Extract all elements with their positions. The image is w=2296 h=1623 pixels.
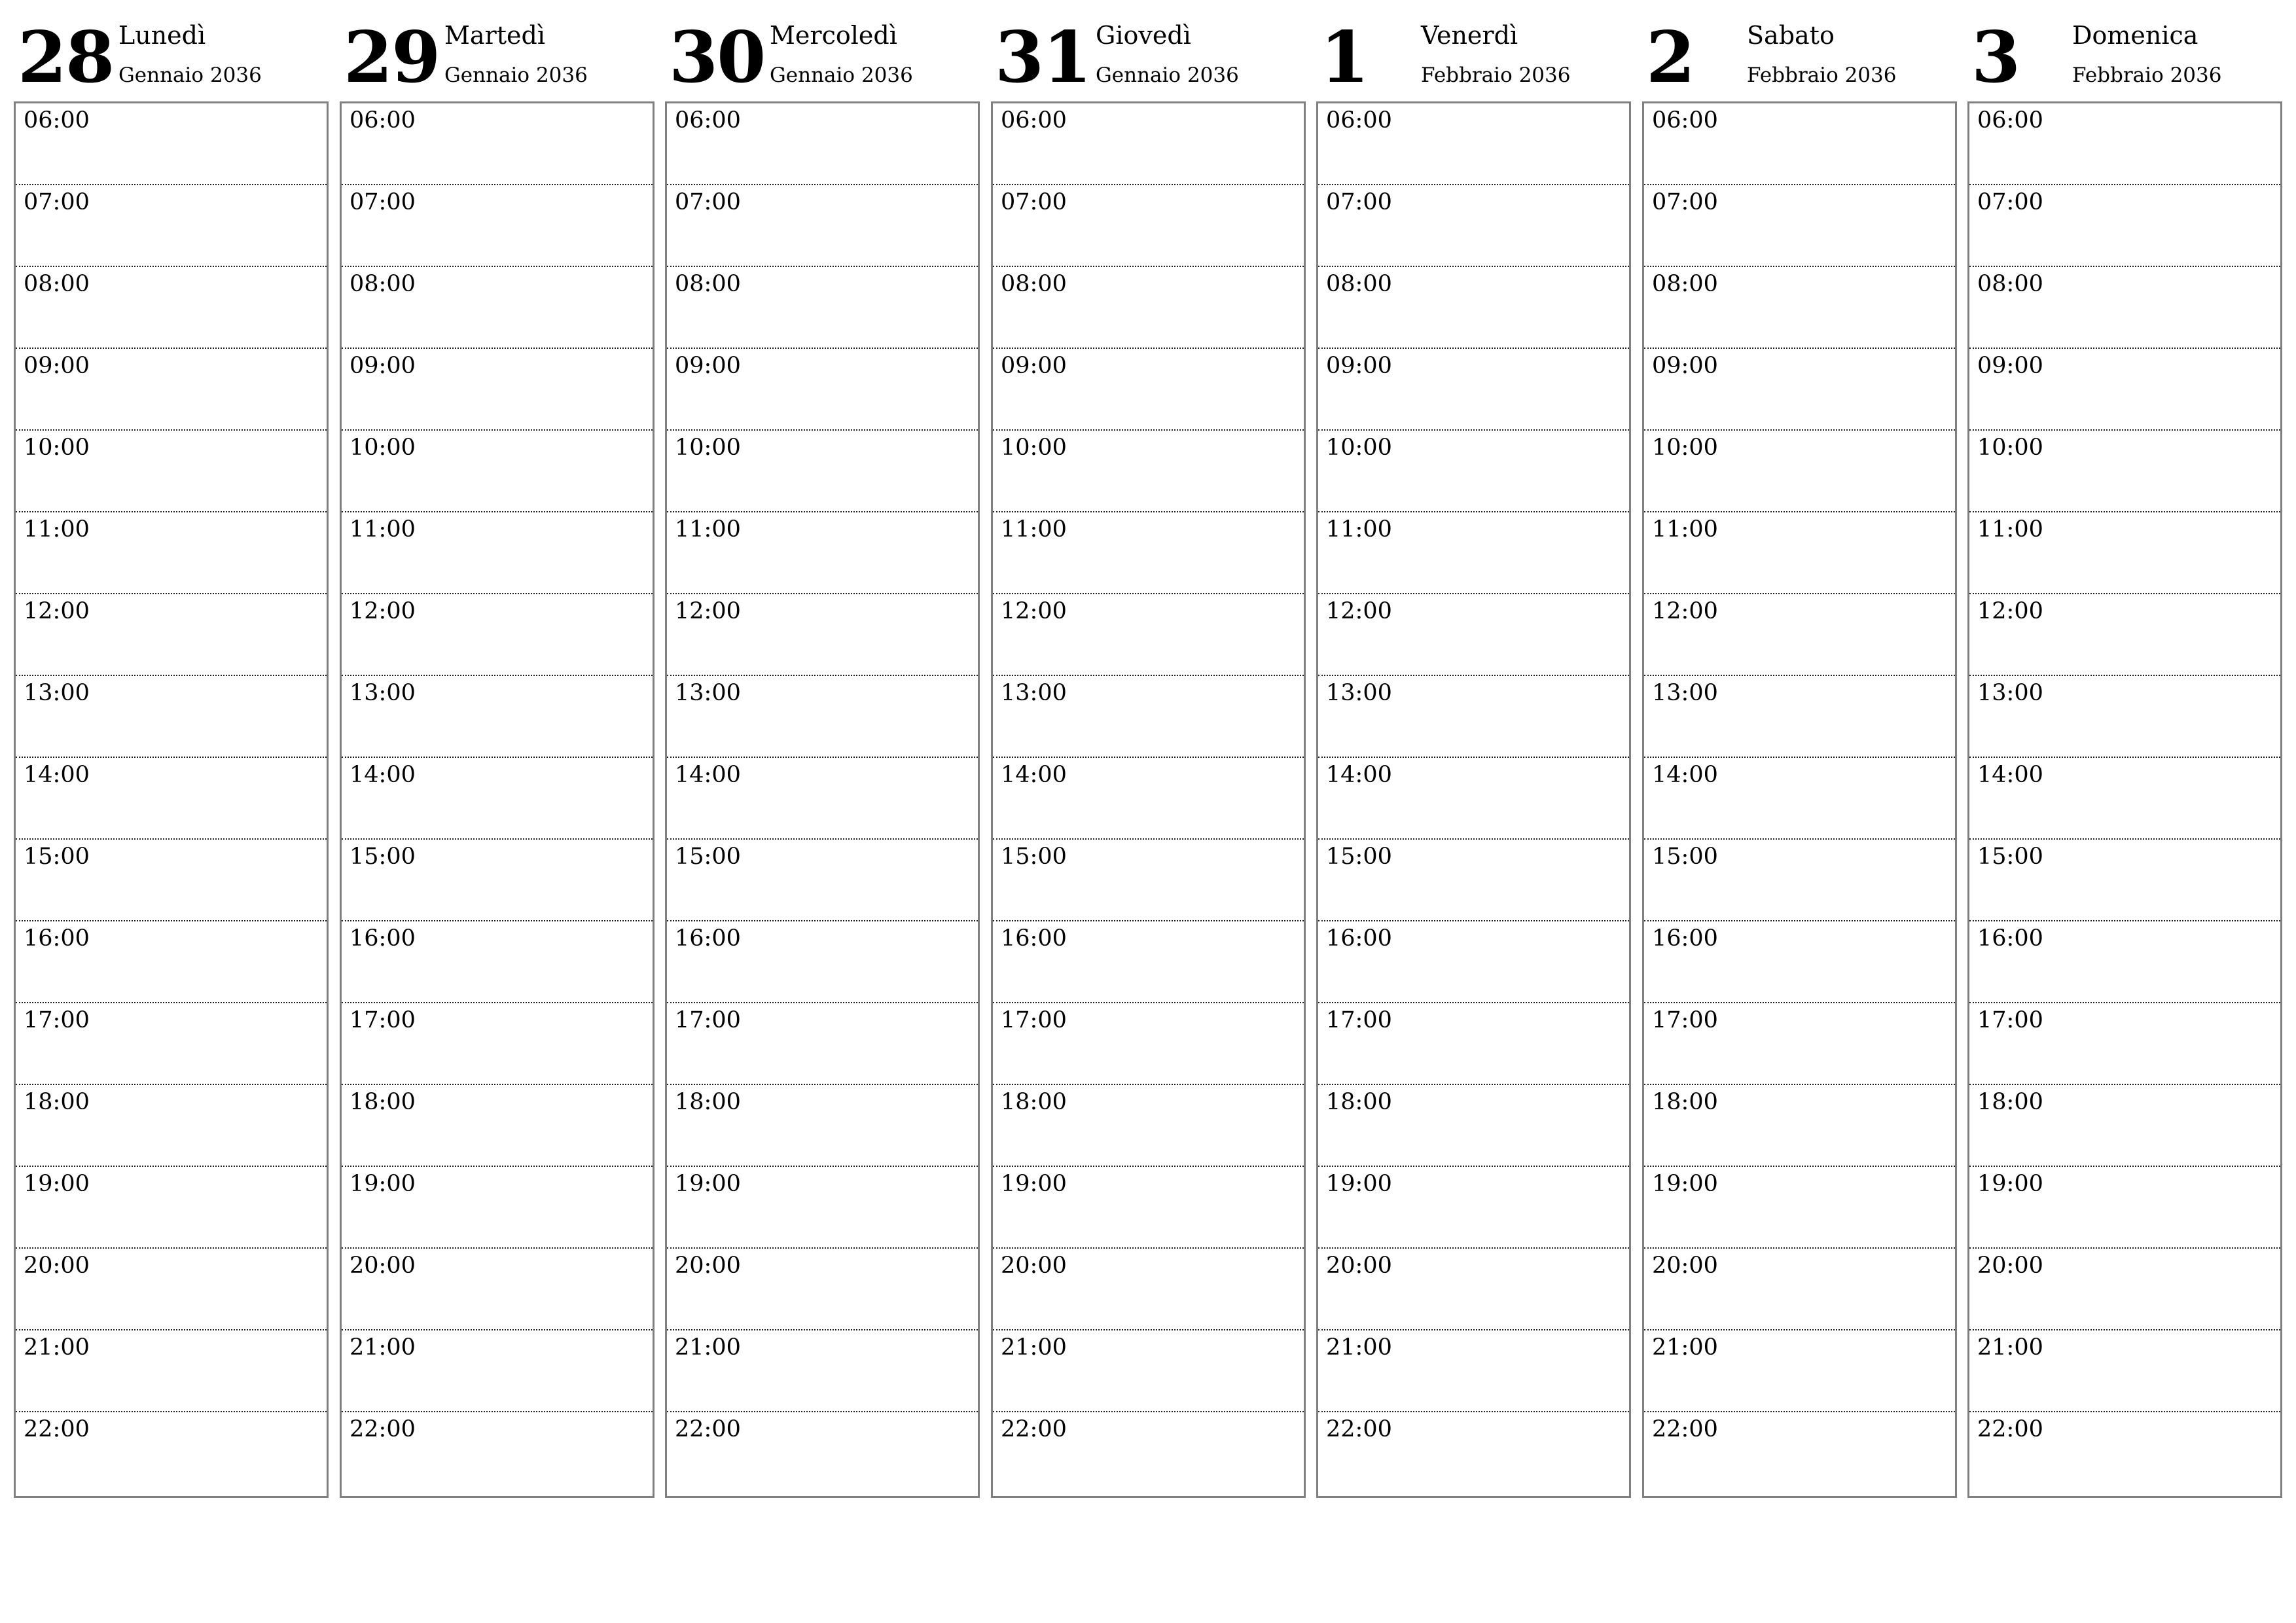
time-label: 21:00 [24, 1334, 90, 1361]
time-label: 08:00 [24, 271, 90, 297]
time-label: 06:00 [1326, 107, 1392, 134]
time-label: 08:00 [1001, 271, 1067, 297]
time-slot[interactable] [1969, 594, 2280, 676]
time-slot[interactable] [342, 267, 653, 349]
time-label: 18:00 [350, 1089, 416, 1115]
time-slot[interactable] [1644, 349, 1955, 431]
day-name: Martedì [444, 21, 545, 50]
time-label: 16:00 [675, 925, 741, 952]
time-label: 12:00 [350, 598, 416, 624]
time-slot[interactable] [16, 1085, 327, 1167]
time-slot[interactable] [993, 431, 1304, 512]
day-number: 3 [1971, 16, 2020, 99]
time-label: 22:00 [350, 1416, 416, 1442]
time-slot[interactable] [1644, 676, 1955, 758]
time-slot[interactable] [667, 185, 978, 267]
time-label: 09:00 [24, 353, 90, 379]
time-slot[interactable] [993, 1003, 1304, 1085]
time-slot[interactable] [1644, 1249, 1955, 1330]
time-slot[interactable] [342, 431, 653, 512]
day-column [665, 0, 978, 1505]
time-slot[interactable] [16, 185, 327, 267]
time-label: 14:00 [1326, 762, 1392, 788]
time-slot[interactable] [993, 1167, 1304, 1249]
day-number: 28 [18, 16, 114, 99]
time-slots [991, 101, 1306, 1498]
time-label: 06:00 [1001, 107, 1067, 134]
time-slot[interactable] [342, 758, 653, 840]
time-slot[interactable] [667, 267, 978, 349]
day-number: 1 [1320, 16, 1369, 99]
time-slot[interactable] [667, 512, 978, 594]
time-label: 14:00 [1001, 762, 1067, 788]
time-label: 18:00 [1652, 1089, 1718, 1115]
time-slot[interactable] [667, 676, 978, 758]
time-slot[interactable] [342, 594, 653, 676]
time-slot[interactable] [1644, 185, 1955, 267]
time-slot[interactable] [667, 349, 978, 431]
day-number: 2 [1646, 16, 1695, 99]
time-slot[interactable] [993, 267, 1304, 349]
time-label: 16:00 [1977, 925, 2043, 952]
time-label: 17:00 [1326, 1007, 1392, 1033]
day-column [1642, 0, 1956, 1505]
time-slot[interactable] [1969, 349, 2280, 431]
time-slot[interactable] [1969, 1249, 2280, 1330]
time-slot[interactable] [16, 1330, 327, 1412]
time-slot[interactable] [1644, 431, 1955, 512]
time-slot[interactable] [1318, 676, 1629, 758]
time-label: 10:00 [1977, 435, 2043, 461]
time-slot[interactable] [1318, 1167, 1629, 1249]
time-slot[interactable] [1644, 840, 1955, 921]
time-label: 12:00 [1326, 598, 1392, 624]
time-label: 09:00 [1326, 353, 1392, 379]
time-slot[interactable] [1969, 1167, 2280, 1249]
time-slot[interactable] [993, 1330, 1304, 1412]
day-header [991, 0, 1304, 98]
time-slot[interactable] [1644, 267, 1955, 349]
time-slot[interactable] [667, 758, 978, 840]
day-name: Lunedì [118, 21, 206, 50]
day-column [991, 0, 1304, 1505]
time-label: 06:00 [350, 107, 416, 134]
time-slot[interactable] [16, 1003, 327, 1085]
time-slot[interactable] [1318, 594, 1629, 676]
time-slot[interactable] [1644, 1085, 1955, 1167]
time-label: 22:00 [1326, 1416, 1392, 1442]
time-label: 09:00 [350, 353, 416, 379]
time-label: 09:00 [1977, 353, 2043, 379]
time-slot[interactable] [1969, 1003, 2280, 1085]
time-label: 14:00 [350, 762, 416, 788]
month-year: Gennaio 2036 [770, 63, 913, 87]
time-slot[interactable] [1644, 921, 1955, 1003]
time-label: 07:00 [1652, 189, 1718, 215]
time-slot[interactable] [1318, 1003, 1629, 1085]
time-label: 16:00 [350, 925, 416, 952]
time-label: 11:00 [1977, 516, 2043, 543]
time-label: 11:00 [1326, 516, 1392, 543]
time-label: 13:00 [1652, 680, 1718, 706]
month-year: Febbraio 2036 [1421, 63, 1571, 87]
time-slot[interactable] [16, 103, 327, 185]
time-slot[interactable] [16, 1167, 327, 1249]
time-label: 17:00 [350, 1007, 416, 1033]
time-label: 15:00 [675, 844, 741, 870]
time-slot[interactable] [667, 840, 978, 921]
time-label: 08:00 [1652, 271, 1718, 297]
time-slot[interactable] [16, 267, 327, 349]
time-label: 14:00 [24, 762, 90, 788]
time-label: 20:00 [675, 1253, 741, 1279]
time-slot[interactable] [1644, 594, 1955, 676]
time-label: 12:00 [675, 598, 741, 624]
time-slot[interactable] [1318, 1330, 1629, 1412]
time-slot[interactable] [16, 758, 327, 840]
time-slot[interactable] [1969, 512, 2280, 594]
time-slot[interactable] [342, 921, 653, 1003]
time-label: 17:00 [1001, 1007, 1067, 1033]
time-slot[interactable] [16, 1412, 327, 1494]
time-slots [665, 101, 980, 1498]
time-label: 12:00 [1977, 598, 2043, 624]
time-slots [1967, 101, 2282, 1498]
time-slot[interactable] [1318, 921, 1629, 1003]
time-label: 10:00 [1326, 435, 1392, 461]
time-label: 09:00 [675, 353, 741, 379]
time-slot[interactable] [16, 840, 327, 921]
time-label: 20:00 [24, 1253, 90, 1279]
time-slot[interactable] [993, 921, 1304, 1003]
time-slot[interactable] [667, 1249, 978, 1330]
day-name: Domenica [2072, 21, 2198, 50]
time-label: 20:00 [1977, 1253, 2043, 1279]
day-column [340, 0, 653, 1505]
time-slot[interactable] [667, 1085, 978, 1167]
time-label: 19:00 [1652, 1171, 1718, 1197]
time-slot[interactable] [342, 840, 653, 921]
time-label: 16:00 [1001, 925, 1067, 952]
time-label: 17:00 [675, 1007, 741, 1033]
time-label: 18:00 [1001, 1089, 1067, 1115]
day-header [14, 0, 327, 98]
time-label: 16:00 [1326, 925, 1392, 952]
time-label: 19:00 [675, 1171, 741, 1197]
time-label: 15:00 [350, 844, 416, 870]
time-slot[interactable] [16, 1249, 327, 1330]
time-label: 13:00 [24, 680, 90, 706]
day-name: Sabato [1747, 21, 1835, 50]
time-slot[interactable] [993, 185, 1304, 267]
time-slot[interactable] [1969, 185, 2280, 267]
time-label: 12:00 [24, 598, 90, 624]
time-slot[interactable] [342, 1167, 653, 1249]
time-slot[interactable] [1644, 512, 1955, 594]
time-label: 21:00 [350, 1334, 416, 1361]
time-label: 22:00 [24, 1416, 90, 1442]
time-label: 19:00 [1326, 1171, 1392, 1197]
time-slot[interactable] [667, 921, 978, 1003]
time-label: 09:00 [1001, 353, 1067, 379]
time-label: 15:00 [1001, 844, 1067, 870]
time-slot[interactable] [16, 349, 327, 431]
time-slot[interactable] [342, 1249, 653, 1330]
time-label: 10:00 [675, 435, 741, 461]
time-slot[interactable] [1969, 921, 2280, 1003]
time-slot[interactable] [993, 676, 1304, 758]
time-label: 06:00 [675, 107, 741, 134]
time-label: 18:00 [24, 1089, 90, 1115]
time-slot[interactable] [1969, 267, 2280, 349]
time-label: 11:00 [1001, 516, 1067, 543]
time-slot[interactable] [1969, 1330, 2280, 1412]
day-name: Mercoledì [770, 21, 897, 50]
time-label: 09:00 [1652, 353, 1718, 379]
time-label: 13:00 [350, 680, 416, 706]
time-slot[interactable] [1644, 1003, 1955, 1085]
time-label: 15:00 [1326, 844, 1392, 870]
time-slot[interactable] [993, 349, 1304, 431]
time-slot[interactable] [1969, 758, 2280, 840]
time-label: 14:00 [1977, 762, 2043, 788]
time-slot[interactable] [342, 103, 653, 185]
time-label: 13:00 [1001, 680, 1067, 706]
time-slot[interactable] [1318, 1412, 1629, 1494]
time-label: 20:00 [1001, 1253, 1067, 1279]
time-slot[interactable] [667, 431, 978, 512]
time-label: 07:00 [1001, 189, 1067, 215]
time-label: 07:00 [24, 189, 90, 215]
day-column [1316, 0, 1630, 1505]
time-label: 17:00 [1977, 1007, 2043, 1033]
time-slot[interactable] [1318, 103, 1629, 185]
time-slot[interactable] [1969, 1412, 2280, 1494]
time-slot[interactable] [667, 1167, 978, 1249]
time-label: 13:00 [1977, 680, 2043, 706]
time-slot[interactable] [342, 1003, 653, 1085]
time-slots [1316, 101, 1631, 1498]
time-label: 22:00 [675, 1416, 741, 1442]
time-label: 15:00 [24, 844, 90, 870]
time-slot[interactable] [342, 676, 653, 758]
time-label: 21:00 [1652, 1334, 1718, 1361]
time-slot[interactable] [1318, 1249, 1629, 1330]
time-label: 08:00 [1326, 271, 1392, 297]
time-label: 08:00 [675, 271, 741, 297]
time-slot[interactable] [667, 594, 978, 676]
time-slot[interactable] [342, 1085, 653, 1167]
time-label: 19:00 [1977, 1171, 2043, 1197]
time-slot[interactable] [667, 103, 978, 185]
time-label: 21:00 [1326, 1334, 1392, 1361]
time-slot[interactable] [993, 1249, 1304, 1330]
day-number: 29 [344, 16, 440, 99]
time-label: 07:00 [350, 189, 416, 215]
time-label: 22:00 [1001, 1416, 1067, 1442]
time-slot[interactable] [1644, 1330, 1955, 1412]
time-slot[interactable] [667, 1003, 978, 1085]
time-label: 06:00 [1652, 107, 1718, 134]
time-label: 20:00 [350, 1253, 416, 1279]
time-label: 11:00 [350, 516, 416, 543]
weekly-planner [14, 0, 2291, 1505]
time-slot[interactable] [667, 1412, 978, 1494]
time-label: 14:00 [675, 762, 741, 788]
time-slots [340, 101, 655, 1498]
time-label: 13:00 [1326, 680, 1392, 706]
time-slot[interactable] [1644, 758, 1955, 840]
time-slot[interactable] [1318, 349, 1629, 431]
time-slot[interactable] [342, 185, 653, 267]
time-label: 13:00 [675, 680, 741, 706]
time-label: 20:00 [1326, 1253, 1392, 1279]
time-slot[interactable] [993, 512, 1304, 594]
day-header [1316, 0, 1630, 98]
time-slot[interactable] [993, 840, 1304, 921]
month-year: Gennaio 2036 [1096, 63, 1239, 87]
time-slot[interactable] [342, 512, 653, 594]
time-label: 07:00 [1326, 189, 1392, 215]
time-slot[interactable] [1969, 1085, 2280, 1167]
time-label: 17:00 [1652, 1007, 1718, 1033]
time-label: 11:00 [24, 516, 90, 543]
time-slot[interactable] [1318, 512, 1629, 594]
time-slot[interactable] [1318, 1085, 1629, 1167]
time-label: 12:00 [1001, 598, 1067, 624]
time-label: 16:00 [24, 925, 90, 952]
day-number: 31 [995, 16, 1091, 99]
time-slot[interactable] [993, 1412, 1304, 1494]
time-slot[interactable] [16, 676, 327, 758]
time-label: 12:00 [1652, 598, 1718, 624]
day-column [1967, 0, 2281, 1505]
time-slot[interactable] [1318, 758, 1629, 840]
time-label: 19:00 [1001, 1171, 1067, 1197]
time-slot[interactable] [993, 1085, 1304, 1167]
day-column [14, 0, 327, 1505]
time-slots [14, 101, 329, 1498]
time-label: 10:00 [350, 435, 416, 461]
time-slot[interactable] [1644, 1412, 1955, 1494]
day-number: 30 [669, 16, 765, 99]
time-slot[interactable] [1318, 840, 1629, 921]
time-slots [1642, 101, 1957, 1498]
month-year: Febbraio 2036 [2072, 63, 2222, 87]
day-name: Giovedì [1096, 21, 1191, 50]
time-label: 08:00 [1977, 271, 2043, 297]
time-label: 22:00 [1977, 1416, 2043, 1442]
time-label: 22:00 [1652, 1416, 1718, 1442]
time-label: 21:00 [1001, 1334, 1067, 1361]
time-slot[interactable] [1644, 103, 1955, 185]
time-slot[interactable] [1318, 431, 1629, 512]
time-label: 21:00 [1977, 1334, 2043, 1361]
time-slot[interactable] [667, 1330, 978, 1412]
time-label: 20:00 [1652, 1253, 1718, 1279]
time-label: 19:00 [350, 1171, 416, 1197]
day-header [1642, 0, 1956, 98]
month-year: Gennaio 2036 [118, 63, 262, 87]
month-year: Febbraio 2036 [1747, 63, 1897, 87]
day-name: Venerdì [1421, 21, 1518, 50]
day-header [665, 0, 978, 98]
time-label: 19:00 [24, 1171, 90, 1197]
time-slot[interactable] [16, 512, 327, 594]
time-slot[interactable] [993, 758, 1304, 840]
time-slot[interactable] [993, 103, 1304, 185]
time-slot[interactable] [342, 1412, 653, 1494]
time-label: 06:00 [24, 107, 90, 134]
time-label: 21:00 [675, 1334, 741, 1361]
time-label: 11:00 [1652, 516, 1718, 543]
month-year: Gennaio 2036 [444, 63, 588, 87]
time-slot[interactable] [16, 594, 327, 676]
time-label: 08:00 [350, 271, 416, 297]
time-label: 16:00 [1652, 925, 1718, 952]
day-header [1967, 0, 2281, 98]
time-label: 10:00 [1001, 435, 1067, 461]
time-slot[interactable] [342, 349, 653, 431]
time-slot[interactable] [16, 921, 327, 1003]
time-label: 14:00 [1652, 762, 1718, 788]
time-slot[interactable] [1969, 103, 2280, 185]
time-slot[interactable] [1969, 431, 2280, 512]
time-label: 11:00 [675, 516, 741, 543]
time-slot[interactable] [1644, 1167, 1955, 1249]
time-slot[interactable] [1969, 840, 2280, 921]
time-label: 18:00 [675, 1089, 741, 1115]
time-label: 10:00 [24, 435, 90, 461]
time-label: 15:00 [1977, 844, 2043, 870]
time-label: 18:00 [1326, 1089, 1392, 1115]
time-label: 15:00 [1652, 844, 1718, 870]
time-label: 17:00 [24, 1007, 90, 1033]
time-slot[interactable] [1318, 185, 1629, 267]
time-slot[interactable] [993, 594, 1304, 676]
time-label: 07:00 [675, 189, 741, 215]
time-label: 06:00 [1977, 107, 2043, 134]
time-slot[interactable] [16, 431, 327, 512]
time-label: 10:00 [1652, 435, 1718, 461]
time-slot[interactable] [1318, 267, 1629, 349]
day-header [340, 0, 653, 98]
time-label: 18:00 [1977, 1089, 2043, 1115]
time-slot[interactable] [1969, 676, 2280, 758]
time-label: 07:00 [1977, 189, 2043, 215]
time-slot[interactable] [342, 1330, 653, 1412]
